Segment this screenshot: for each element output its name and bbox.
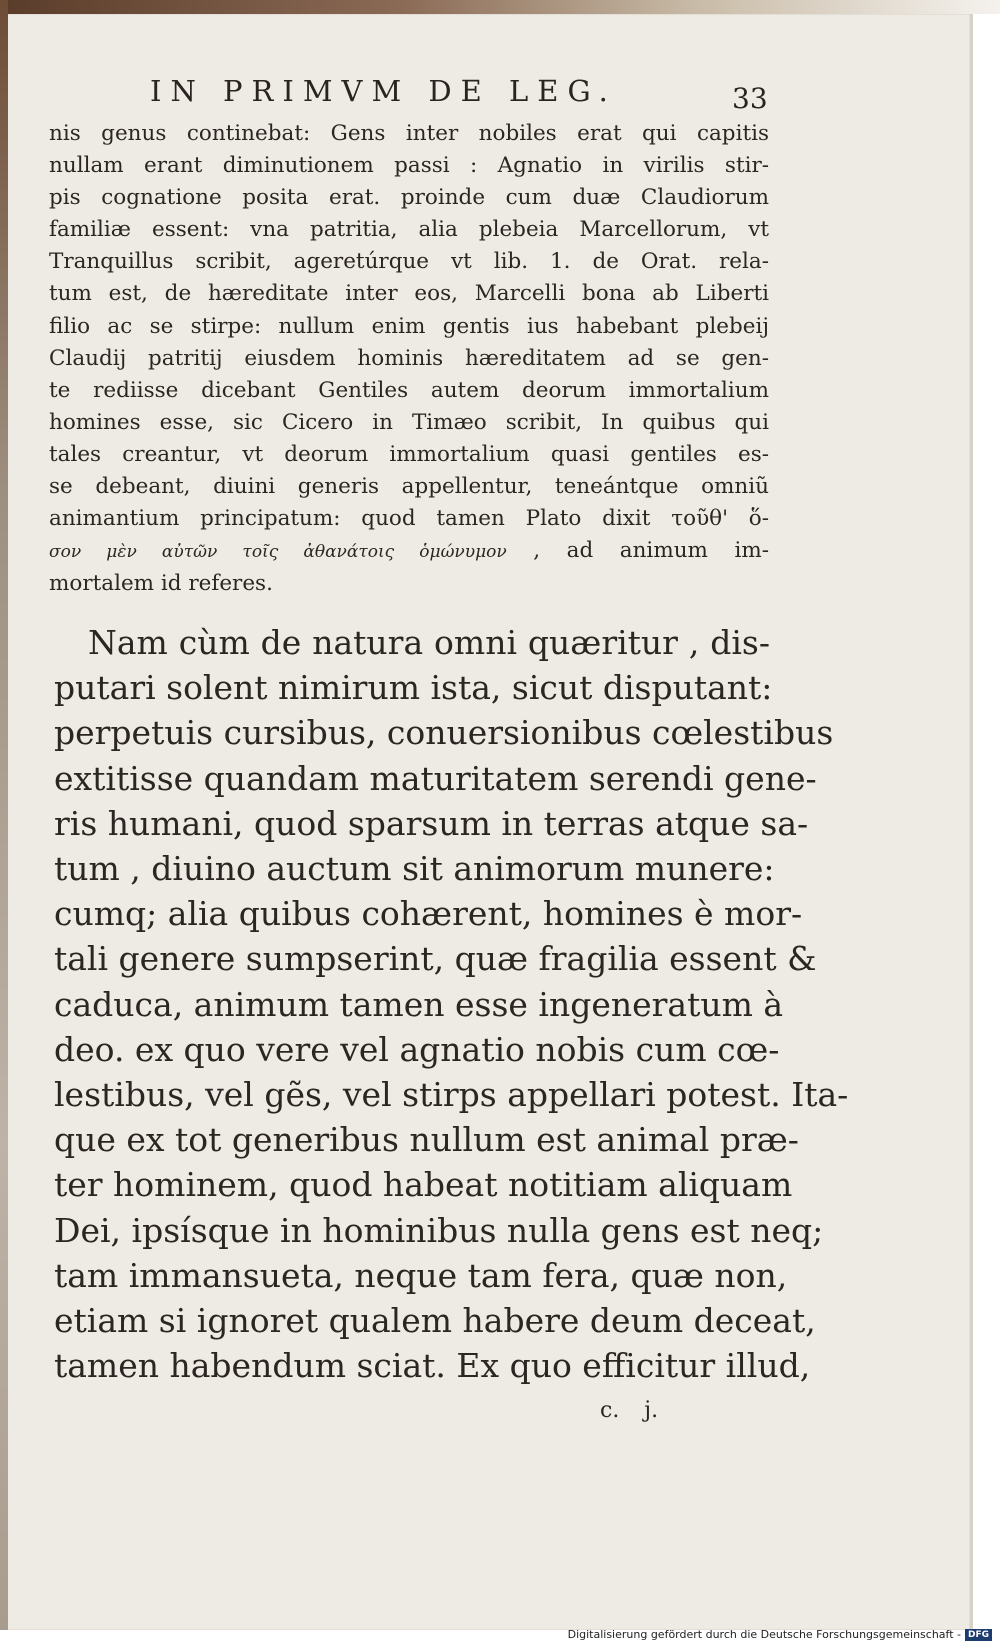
commentary-line: animantium principatum: quod tamen Plato dixit τοῦθ' ὅ-	[49, 506, 769, 532]
commentary-line: tum est, de hæreditate inter eos, Marcelli bona ab Liberti	[49, 281, 769, 307]
main-text-line: ter hominem, quod habeat notitiam aliquam	[54, 1165, 793, 1205]
dfg-logo: DFG	[965, 1629, 992, 1641]
commentary-line: homines esse, sic Cicero in Timæo scribit, In quibus qui	[49, 409, 769, 435]
commentary-line: nullam erant diminutionem passi : Agnatio in virilis stir-	[49, 153, 769, 179]
main-text-line: cumq; alia quibus cohærent, homines è mor-	[54, 894, 803, 934]
commentary-line: filio ac se stirpe: nullum enim gentis ius habebant plebeij	[49, 313, 769, 339]
main-text-line: tam immansueta, neque tam fera, quæ non,	[54, 1255, 788, 1295]
commentary-line: nis genus continebat: Gens inter nobiles erat qui capitis	[49, 121, 769, 146]
commentary-block	[49, 118, 769, 600]
catchword-signature: c. j.	[600, 1398, 659, 1423]
main-text-line: etiam si ignoret qualem habere deum deceat,	[54, 1301, 816, 1341]
main-text-line: lestibus, vel gẽs, vel stirps appellari potest. Ita-	[54, 1075, 849, 1115]
main-text-line: tum , diuino auctum sit animorum munere:	[54, 849, 775, 889]
main-text-line: tamen habendum sciat. Ex quo efficitur illud,	[54, 1346, 811, 1386]
commentary-line: pis cognatione posita erat. proinde cum duæ Claudiorum	[49, 185, 769, 211]
commentary-greek-tail: , ad animum im-	[533, 538, 769, 564]
commentary-line: Tranquillus scribit, ageretúrque vt lib. 1. de Orat. rela-	[49, 249, 769, 275]
page-number: 33	[732, 82, 768, 115]
commentary-line: se debeant, diuini generis appellentur, teneántque omniũ	[49, 474, 769, 500]
commentary-line: familiæ essent: vna patritia, alia plebeia Marcellorum, vt	[49, 217, 769, 243]
main-text-line: putari solent nimirum ista, sicut disputant:	[54, 668, 773, 708]
commentary-line: Claudij patritij eiusdem hominis hæreditatem ad se gen-	[49, 345, 769, 371]
commentary-greek-line	[49, 535, 769, 568]
commentary-line: mortalem id referes.	[49, 571, 273, 597]
main-text-line: Nam cùm de natura omni quæritur , dis-	[88, 623, 770, 662]
binding-top-edge	[0, 0, 1000, 14]
digitization-footer	[568, 1628, 992, 1641]
main-text-line: tali genere sumpserint, quæ fragilia essent &	[54, 939, 817, 979]
main-text-line: perpetuis cursibus, conuersionibus cœlestibus	[54, 713, 834, 753]
main-text-line: que ex tot generibus nullum est animal præ-	[54, 1120, 799, 1160]
commentary-line: tales creantur, vt deorum immortalium quasi gentiles es-	[49, 441, 769, 467]
main-text-block	[54, 620, 849, 1388]
main-text-line: caduca, animum tamen esse ingeneratum à	[54, 984, 784, 1024]
running-head: IN PRIMVM DE LEG.	[150, 74, 617, 108]
main-text-line: deo. ex quo vere vel agnatio nobis cum cœ-	[54, 1029, 780, 1069]
binding-left-edge	[0, 0, 8, 1630]
main-text-line: ris humani, quod sparsum in terras atque sa-	[54, 803, 809, 843]
footer-credit: Digitalisierung gefördert durch die Deutsche Forschungsgemeinschaft -	[567, 1628, 961, 1641]
main-text-line: extitisse quandam maturitatem serendi gene-	[54, 758, 817, 798]
commentary-line: te rediisse dicebant Gentiles autem deorum immortalium	[49, 377, 769, 403]
greek-quotation: σον μὲν αὐτῶν τοῖς ἀθανάτοις ὁμώνυμον	[49, 542, 507, 563]
main-text-line: Dei, ipsísque in hominibus nulla gens est neq;	[54, 1210, 824, 1250]
